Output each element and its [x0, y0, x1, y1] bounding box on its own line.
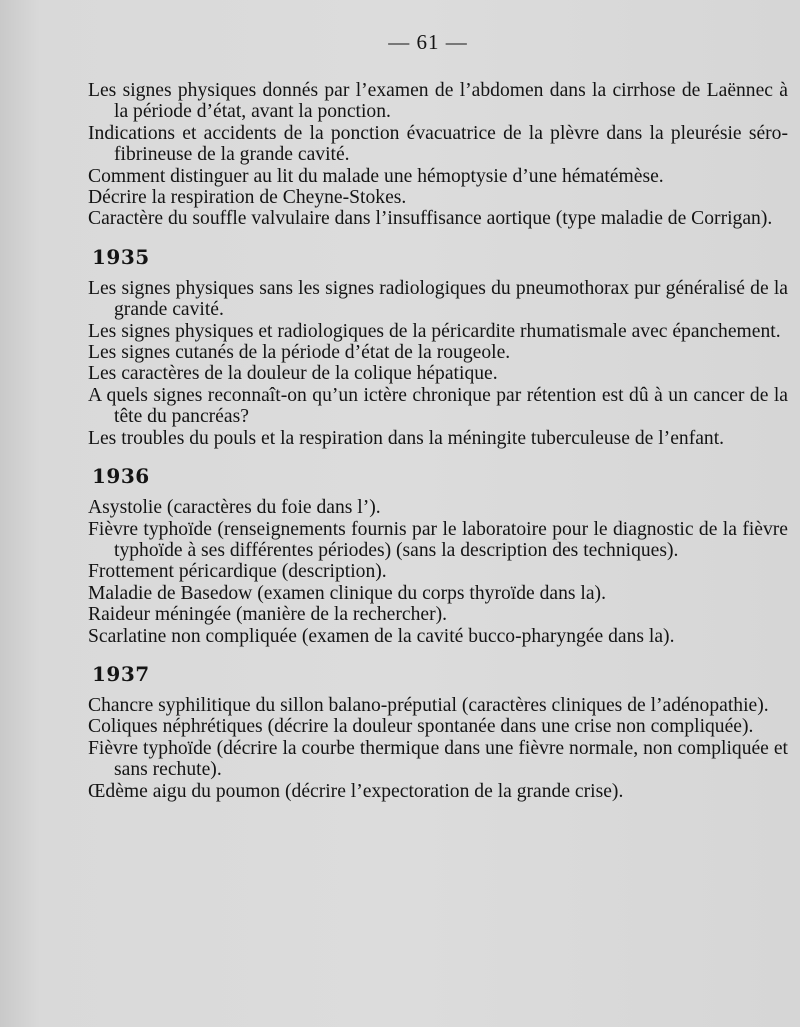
- year-heading: 1936: [92, 464, 150, 489]
- question-entry: Les caractères de la douleur de la colique hépatique.: [88, 363, 498, 385]
- question-entry: Les signes cutanés de la période d’état de la rougeole.: [88, 342, 511, 364]
- year-heading: 1937: [92, 661, 150, 686]
- question-entry: A quels signes reconnaît-on qu’un ictère chronique par rétention est dû à un cancer de la tête du pancréas?: [88, 384, 788, 428]
- question-entry: Chancre syphilitique du sillon balano-préputial (caractères cliniques de l’adénopathie).: [88, 694, 769, 716]
- question-entry: Scarlatine non compliquée (examen de la cavité bucco-pharyngée dans la).: [88, 625, 675, 647]
- page-number: — 61 —: [388, 30, 468, 54]
- question-entry: Les signes physiques donnés par l’examen de l’abdomen dans la cirrhose de Laënnec à la période d’état, avant la ponction.: [88, 80, 788, 123]
- question-entry: Raideur méningée (manière de la rechercher).: [88, 604, 448, 626]
- question-entry: Caractère du souffle valvulaire dans l’insuffisance aortique (type maladie de Corrigan).: [88, 208, 773, 230]
- question-entry: Les signes physiques et radiologiques de la péricardite rhumatismale avec épanchement.: [88, 320, 781, 342]
- year-heading: 1935: [92, 244, 150, 269]
- question-entry: Fièvre typhoïde (décrire la courbe thermique dans une fièvre normale, non compliquée et sans rechute).: [88, 737, 788, 781]
- question-entry: Coliques néphrétiques (décrire la douleur spontanée dans une crise non compliquée).: [88, 716, 754, 738]
- section-1935: [88, 245, 788, 449]
- exam-questions-list: [88, 80, 788, 802]
- question-entry: Décrire la respiration de Cheyne-Stokes.: [88, 187, 407, 209]
- question-entry: Frottement péricardique (description).: [88, 561, 387, 583]
- question-entry: Fièvre typhoïde (renseignements fournis par le laboratoire pour le diagnostic de la fièvre typhoïde à ses différentes périodes) (sans la description des techniques).: [88, 518, 788, 561]
- question-entry: Les troubles du pouls et la respiration dans la méningite tuberculeuse de l’enfant.: [88, 427, 725, 449]
- section-continued: [88, 80, 788, 230]
- question-entry: Asystolie (caractères du foie dans l’).: [88, 497, 381, 519]
- section-1937: [88, 662, 788, 802]
- section-1936: [88, 464, 788, 647]
- question-entry: Œdème aigu du poumon (décrire l’expectoration de la grande crise).: [88, 780, 624, 802]
- question-entry: Maladie de Basedow (examen clinique du corps thyroïde dans la).: [88, 582, 606, 604]
- question-entry: Comment distinguer au lit du malade une hémoptysie d’une hématémèse.: [88, 165, 664, 187]
- question-entry: Les signes physiques sans les signes radiologiques du pneumothorax pur généralisé de la grande cavité.: [88, 277, 788, 321]
- question-entry: Indications et accidents de la ponction évacuatrice de la plèvre dans la pleurésie séro-fibrineuse de la grande cavité.: [88, 122, 788, 166]
